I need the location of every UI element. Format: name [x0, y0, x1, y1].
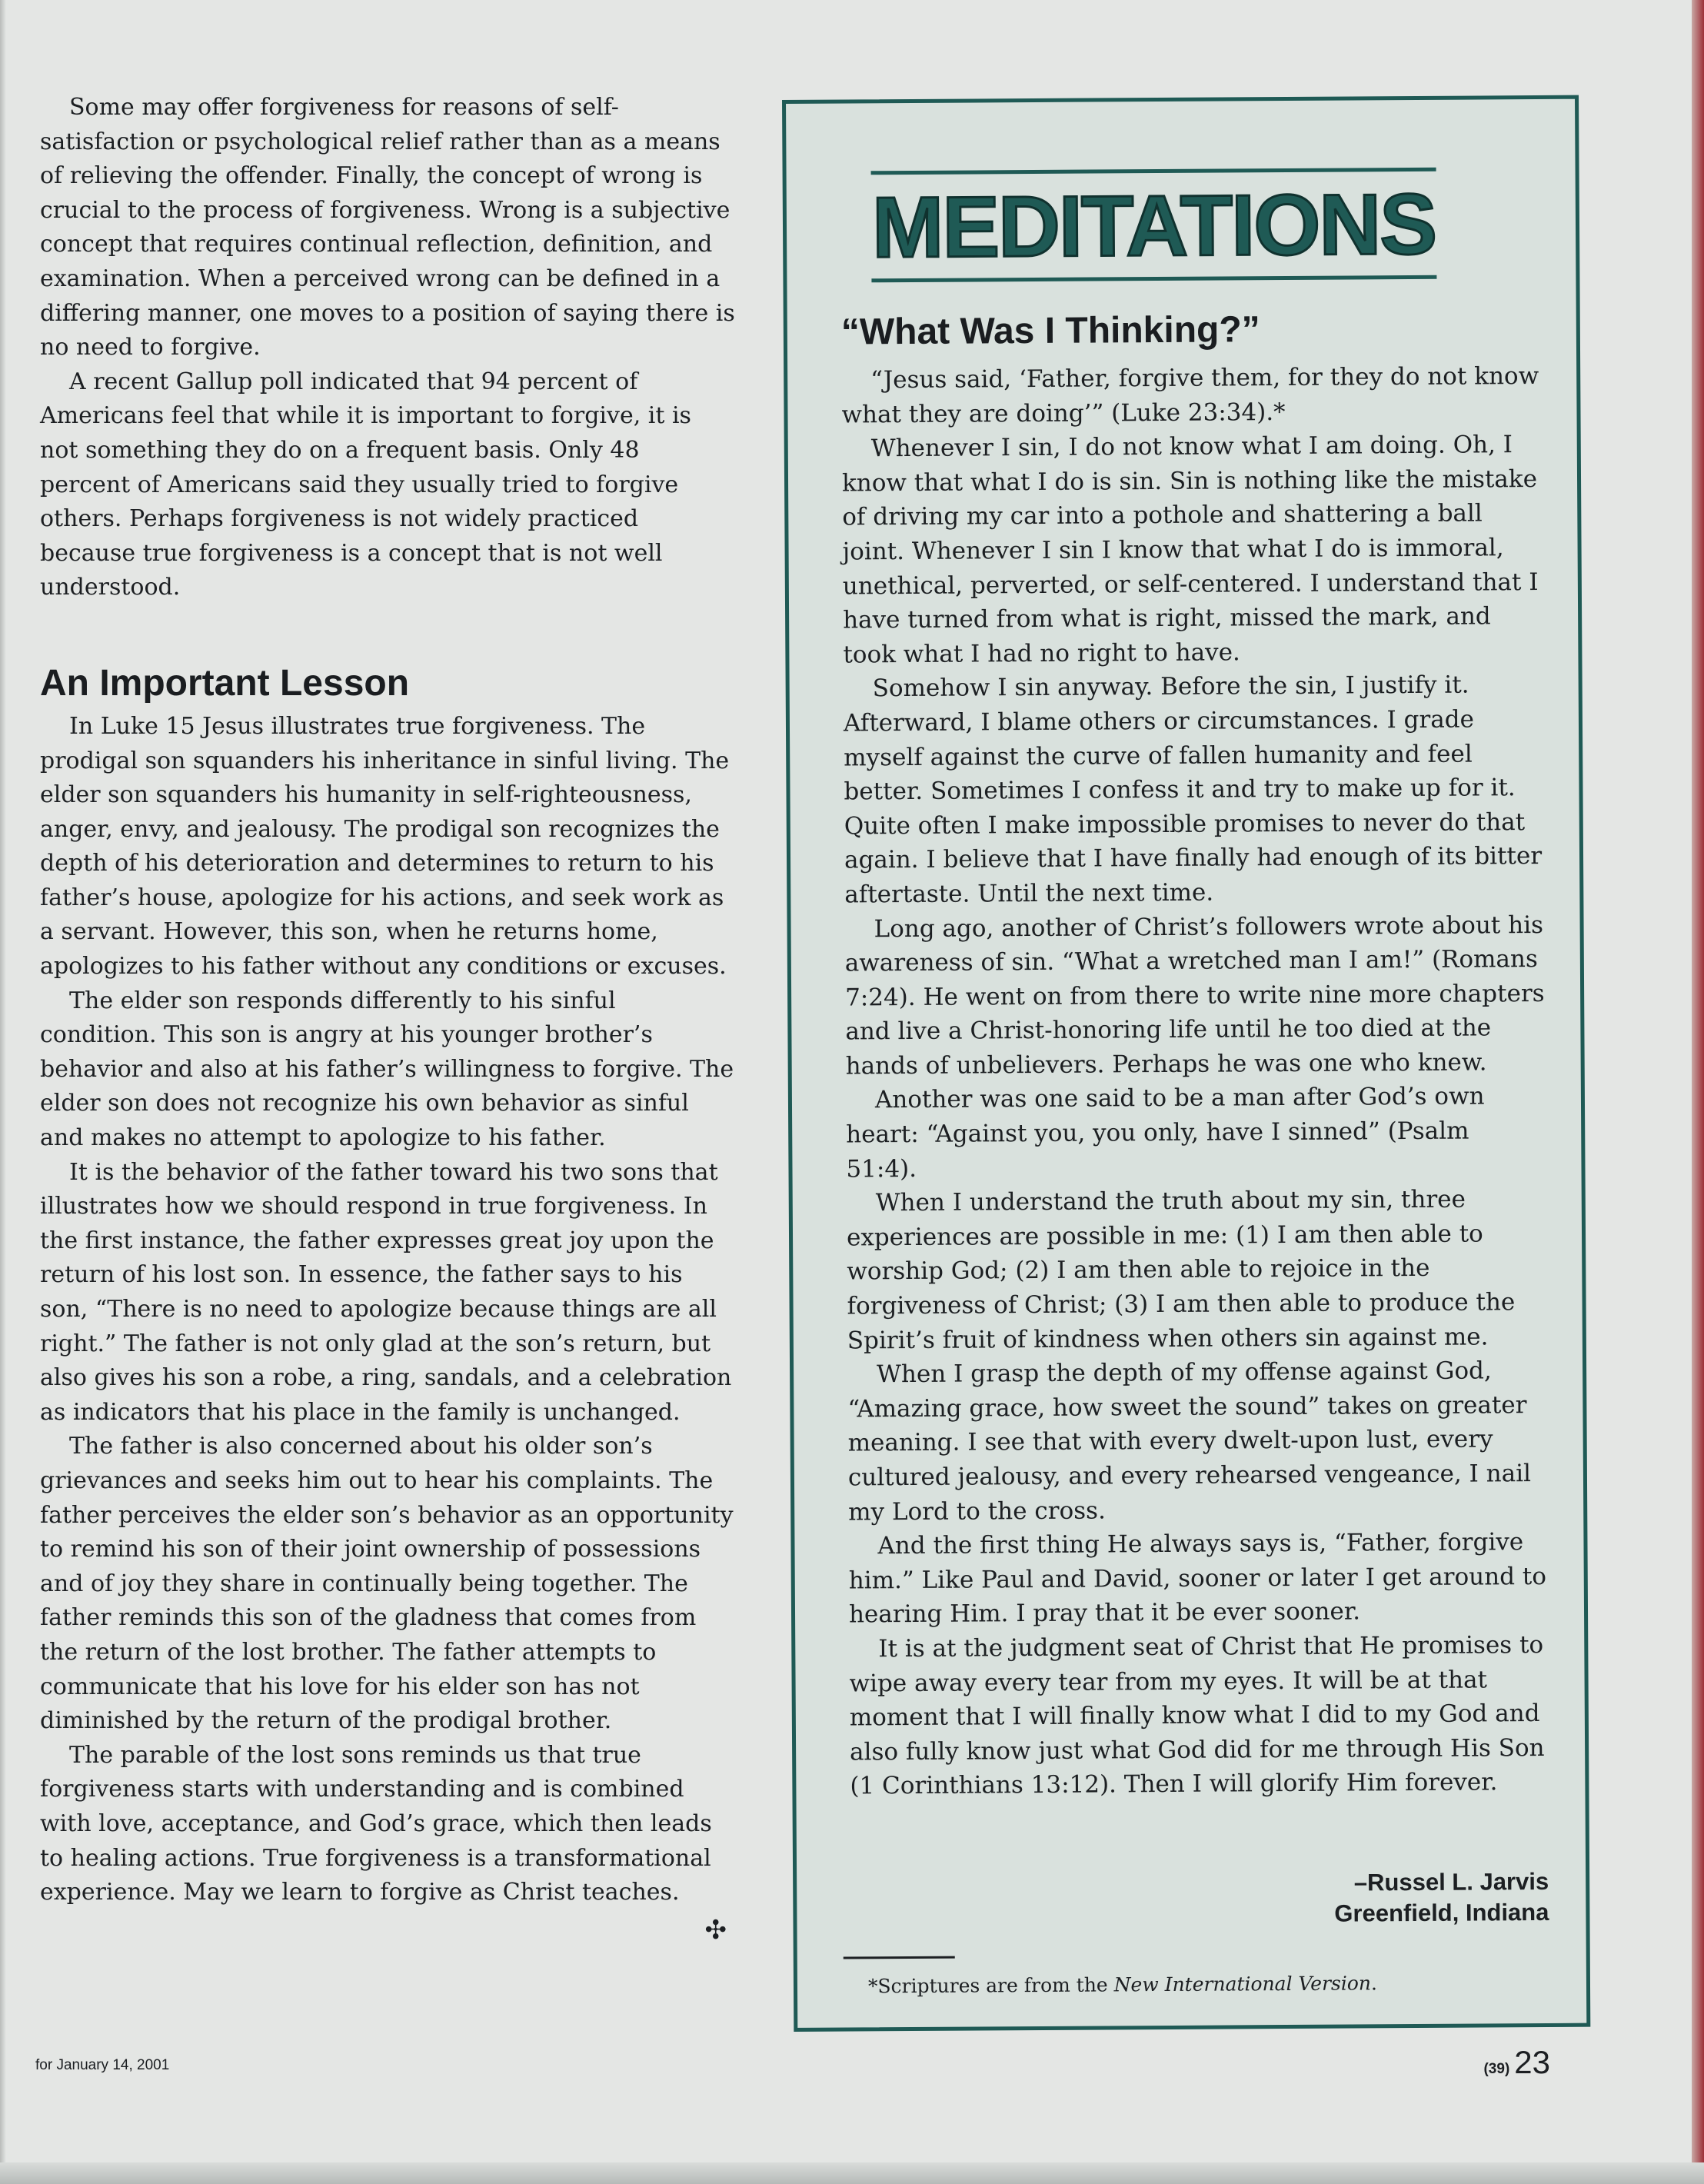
sidebar-paragraph: Long ago, another of Christ’s followers wrote about his awareness of sin. “What a wretched man I am!” (Romans 7:24). He went on from there to write nine more chapters and live a Christ-honoring life until he too died at the hands of unbelievers. Perhaps he was one who knew.: [844, 911, 1545, 1080]
article-paragraph: [40, 1739, 736, 1946]
author-signature: [1334, 1866, 1549, 1929]
sidebar-paragraph: It is at the judgment seat of Christ that He promises to wipe away every tear from my eyes. It will be at that moment that I will finally know what I did to my God and also fully know just what God did for me through His Son (1 Corinthians 13:12). Then I will glorify Him forever.: [849, 1630, 1545, 1800]
masthead-title: MEDITATIONS: [871, 175, 1436, 276]
page-edge-right: [1692, 0, 1704, 2184]
article-paragraph: Some may offer forgiveness for reasons of self-satisfaction or psychological relief rather than as a means of relieving the offender. Finally, the concept of wrong is crucial to the process of forgiveness. Wrong is a subjective concept that requires continual reflection, definition, and examination. When a perceived wrong can be defined in a differing manner, one moves to a position of saying there is no need to forgive.: [40, 94, 735, 361]
sidebar-paragraph: When I grasp the depth of my offense against God, “Amazing grace, how sweet the sound” takes on greater meaning. I see that with every dwelt-upon lust, every cultured jealousy, and every rehearsed vengeance, I nail my Lord to the cross.: [847, 1357, 1532, 1526]
page-number: 23: [1514, 2044, 1550, 2080]
article-paragraph: In Luke 15 Jesus illustrates true forgiveness. The prodigal son squanders his inheritance in sinful living. The elder son squanders his humanity in self-righteousness, anger, envy, and jealousy. The prodigal son recognizes the depth of his deterioration and determines to return to his father’s house, apologize for his actions, and seek work as a servant. However, this son, when he returns home, apologizes to his father without any conditions or excuses.: [40, 712, 730, 980]
article-paragraph: The elder son responds differently to his sinful condition. This son is angry at his younger brother’s behavior and also at his father’s willingness to forgive. The elder son does not recognize his own behavior as sinful and makes no attempt to apologize to his father.: [40, 987, 734, 1152]
sidebar-body: [841, 359, 1549, 1803]
page-edge-bottom: [0, 2162, 1704, 2184]
footnote-version: New International Version: [1113, 1972, 1372, 1996]
article-paragraph-text: The parable of the lost sons reminds us that true forgiveness starts with understanding and is combined with love, acceptance, and God’s grace, which then leads to healing actions. True forgiveness is a transformational experience. May we learn to forgive as Christ teaches.: [40, 1741, 712, 1906]
author-location: Greenfield, Indiana: [1334, 1898, 1549, 1927]
end-mark-icon: ✣: [704, 1914, 727, 1946]
article-column: [40, 91, 736, 1947]
footnote: [868, 1969, 1560, 1999]
sidebar-paragraph: Somehow I sin anyway. Before the sin, I justify it. Afterward, I blame others or circumstances. I grade myself against the curve of fallen humanity and feel better. Sometimes I confess it and try to make up for it. Quite often I make impossible promises to never do that again. I believe that I have finally had enough of its bitter aftertaste. Until the next time.: [843, 671, 1543, 909]
sidebar-paragraph: Another was one said to be a man after God’s own heart: “Against you, you only, have I sinned” (Psalm 51:4).: [846, 1082, 1485, 1184]
article-paragraph: It is the behavior of the father toward his two sons that illustrates how we should respond in true forgiveness. In the first instance, the father expresses great joy upon the return of his lost son. In essence, the father says to his son, “There is no need to apologize because things are all right.” The father is not only glad at the son’s return, but also gives his son a robe, a ring, sandals, and a celebration as indicators that his place in the family is unchanged.: [40, 1158, 732, 1426]
masthead-rule-top: [871, 168, 1436, 175]
masthead: [871, 168, 1437, 286]
footnote-prefix: *Scriptures are from the: [867, 1973, 1114, 1998]
page-number-block: [1483, 2044, 1550, 2081]
sidebar-paragraph: When I understand the truth about my sin, three experiences are possible in me: (1) I am then able to worship God; (2) I am then able to rejoice in the forgiveness of Christ; (3) I am then able to produce the Spirit’s fruit of kindness when others sin against me.: [846, 1185, 1516, 1355]
meditations-sidebar: [782, 95, 1590, 2032]
sidebar-paragraph: “Jesus said, ‘Father, forgive them, for they do not know what they are doing’” (Luke 23:34).*: [841, 361, 1539, 429]
article-paragraph: The father is also concerned about his older son’s grievances and seeks him out to hear his complaints. The father perceives the elder son’s behavior as an opportunity to remind his son of their joint ownership of possessions and of joy they share in continually being together. The father reminds this son of the gladness that comes from the return of the lost brother. The father attempts to communicate that his love for his elder son has not diminished by the return of the prodigal brother.: [40, 1433, 734, 1735]
article-paragraph: A recent Gallup poll indicated that 94 percent of Americans feel that while it is important to forgive, it is not something they do on a frequent basis. Only 48 percent of Americans said they usually tried to forgive others. Perhaps forgiveness is not widely practiced because true forgiveness is a concept that is not well understood.: [40, 368, 691, 601]
section-heading: An Important Lesson: [40, 662, 410, 704]
footnote-suffix: .: [1370, 1972, 1377, 1995]
sidebar-paragraph: Whenever I sin, I do not know what I am doing. Oh, I know that what I do is sin. Sin is nothing like the mistake of driving my car into a pothole and shattering a ball joint. Whenever I sin I know that what I do is immoral, unethical, perverted, or self-centered. I understand that I have turned from what is right, missed the mark, and took what I had no right to have.: [841, 431, 1539, 669]
footer-date: for January 14, 2001: [35, 2057, 170, 2073]
sidebar-paragraph: And the first thing He always says is, “Father, forgive him.” Like Paul and David, sooner or later I get around to hearing Him. I pray that it be ever sooner.: [848, 1528, 1547, 1629]
author-name: –Russel L. Jarvis: [1353, 1867, 1549, 1896]
page-edge-left: [0, 0, 6, 2184]
page-index: (39): [1483, 2061, 1510, 2077]
sidebar-heading: “What Was I Thinking?”: [840, 309, 1260, 353]
footnote-rule: [844, 1956, 955, 1959]
